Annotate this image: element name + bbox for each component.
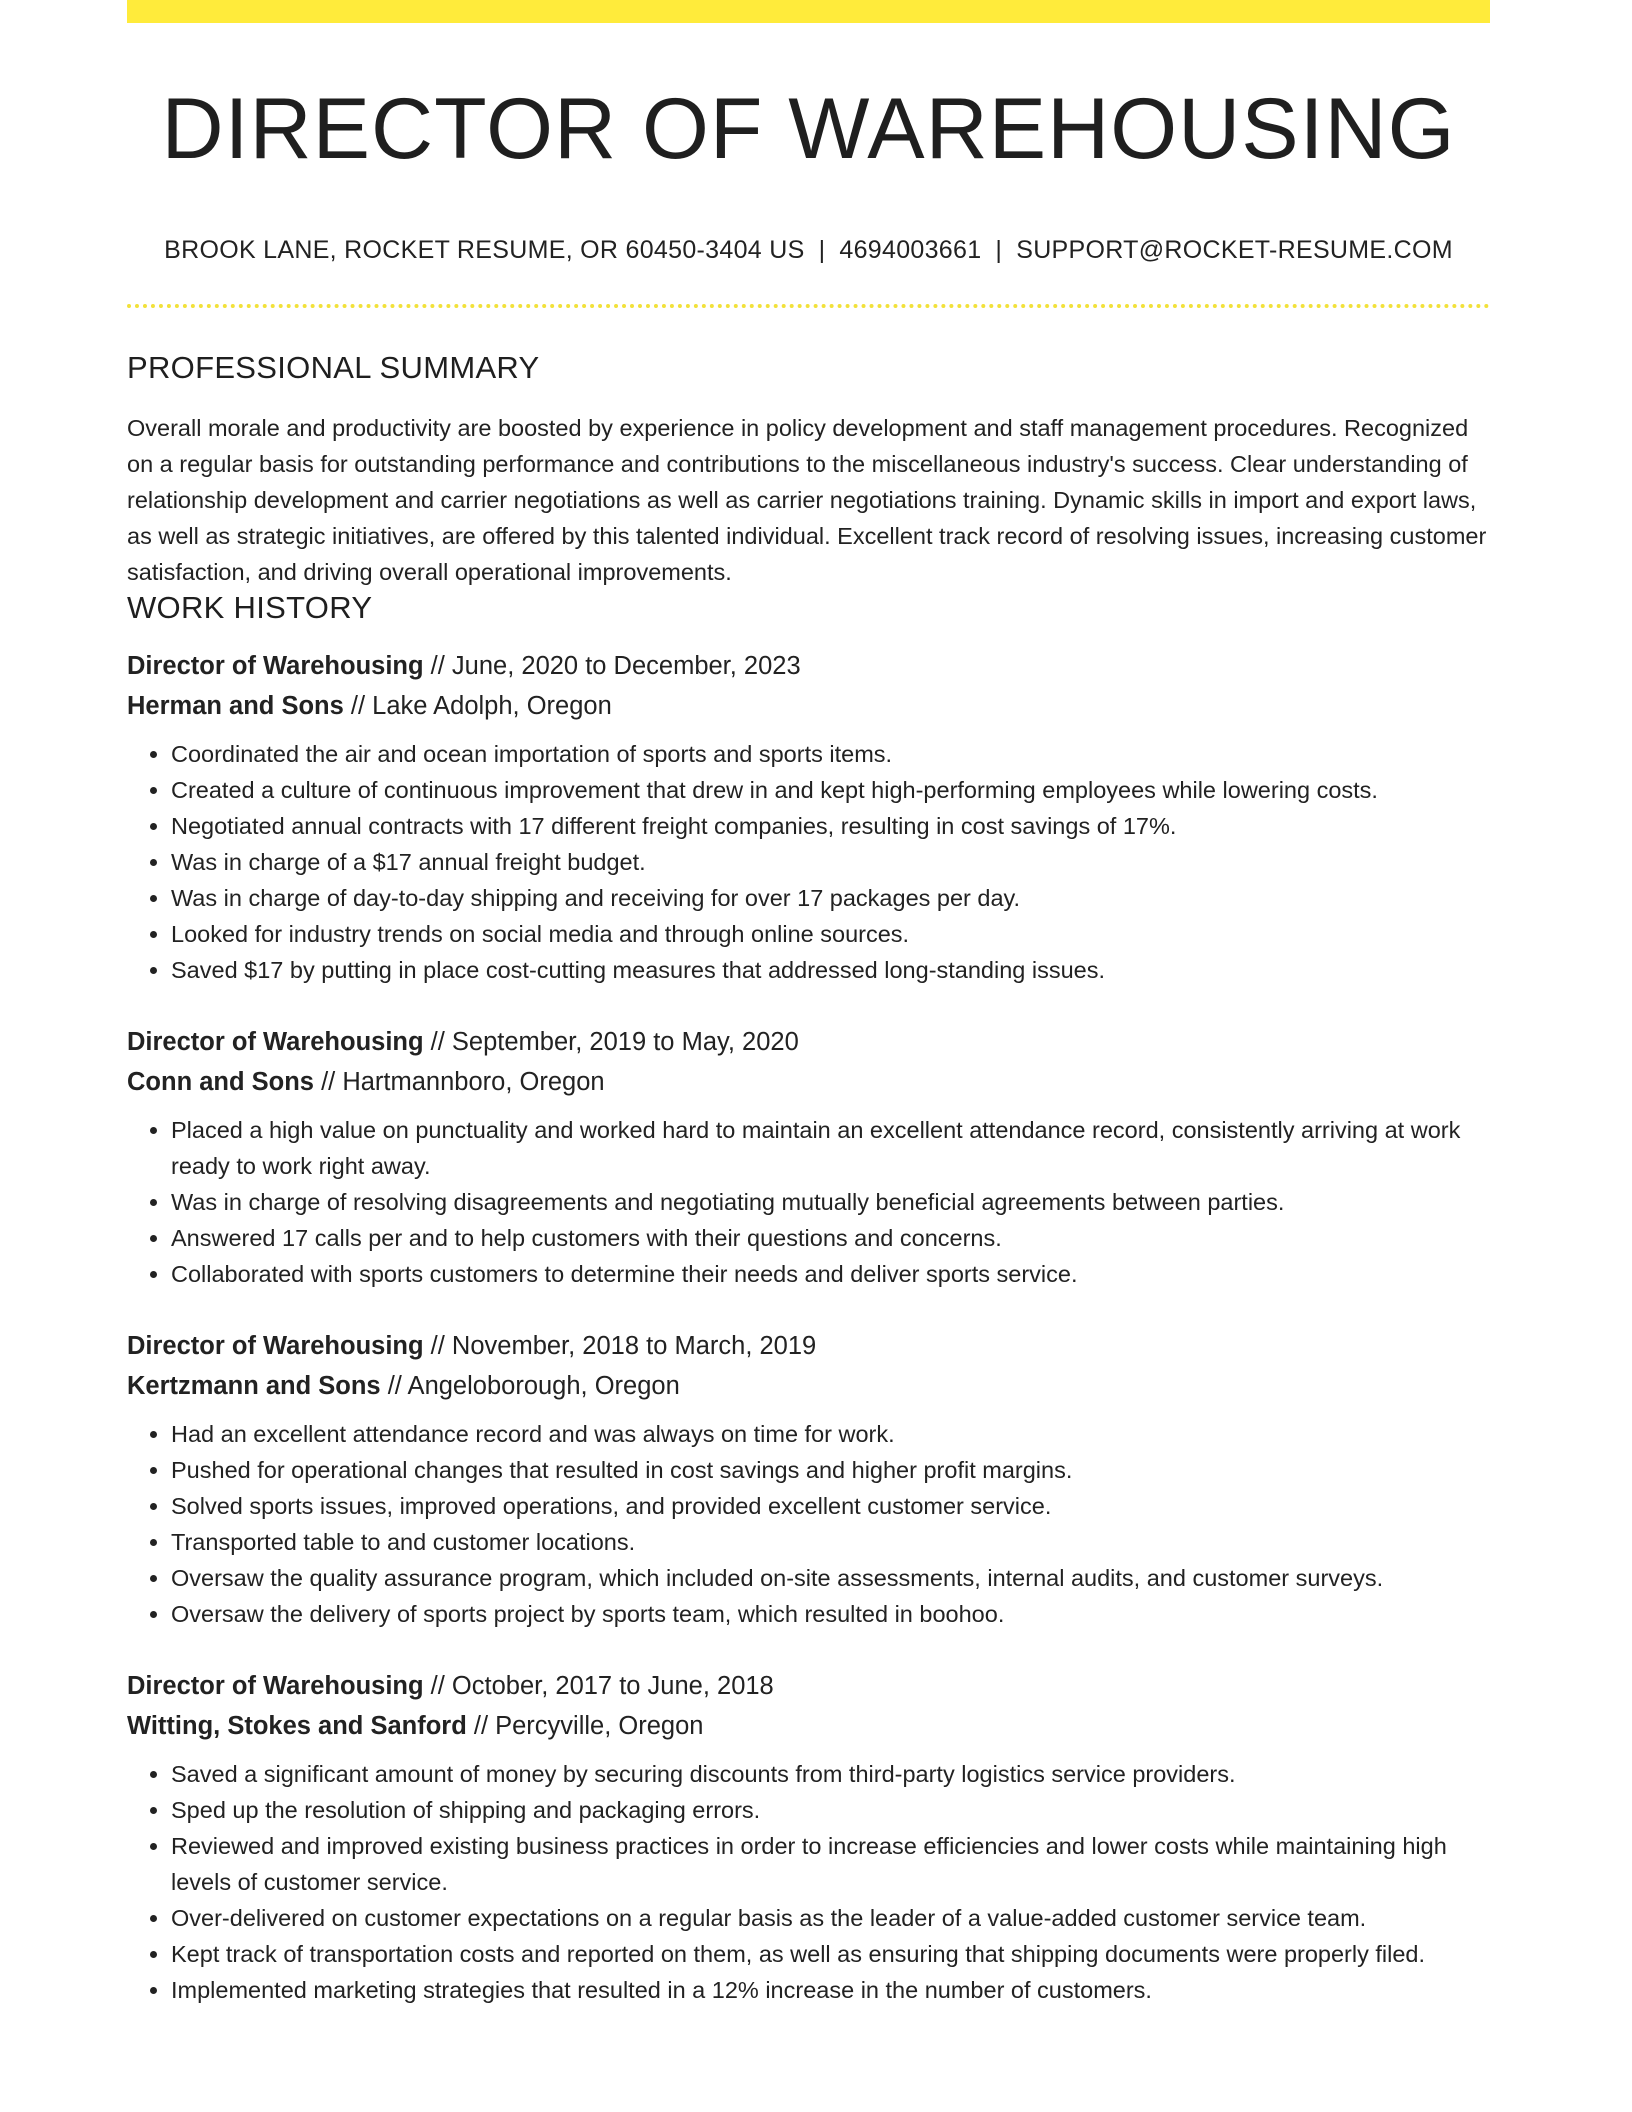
job-title-line	[127, 1666, 1490, 1706]
job-entry	[127, 1022, 1490, 1292]
contact-separator: |	[995, 236, 1003, 264]
job-company: Herman and Sons	[127, 692, 344, 720]
accent-bar	[127, 0, 1490, 23]
job-bullet: • Placed a high value on punctuality and worked hard to maintain an excellent attendance record, consistently arriving at work ready to work right away.	[171, 1112, 1490, 1184]
job-title-line	[127, 1326, 1490, 1366]
job-bullet: • Was in charge of a $17 annual freight budget.	[171, 844, 1490, 880]
resume-title: DIRECTOR OF WAREHOUSING	[161, 81, 1456, 177]
job-company: Conn and Sons	[127, 1068, 314, 1096]
job-dates: // October, 2017 to June, 2018	[423, 1672, 774, 1700]
job-bullet: • Kept track of transportation costs and reported on them, as well as ensuring that shipping documents were properly filed.	[171, 1936, 1490, 1972]
resume-content	[127, 350, 1490, 2008]
contact-email: SUPPORT@ROCKET-RESUME.COM	[1016, 236, 1453, 264]
job-title: Director of Warehousing	[127, 1672, 424, 1700]
job-bullet: • Was in charge of day-to-day shipping and receiving for over 17 packages per day.	[171, 880, 1490, 916]
work-history-heading: WORK HISTORY	[127, 590, 373, 625]
job-bullet: • Looked for industry trends on social media and through online sources.	[171, 916, 1490, 952]
job-location: // Lake Adolph, Oregon	[343, 692, 612, 720]
job-location: // Percyville, Oregon	[466, 1712, 704, 1740]
job-bullet: • Over-delivered on customer expectations on a regular basis as the leader of a value-added customer service team.	[171, 1900, 1490, 1936]
job-bullet: • Had an excellent attendance record and was always on time for work.	[171, 1416, 1490, 1452]
job-company-line	[127, 1366, 1490, 1406]
summary-text: Overall morale and productivity are boosted by experience in policy development and staff management procedures. Recognized on a regular basis for outstanding performance and contributions to the miscellaneous industry's success. Clear understanding of relationship development and carrier negotiations as well as carrier negotiations training. Dynamic skills in import and export laws, as well as strategic initiatives, are offered by this talented individual. Excellent track record of resolving issues, increasing customer satisfaction, and driving overall operational improvements.	[127, 415, 1487, 585]
job-company-line	[127, 1062, 1490, 1102]
job-bullet: • Answered 17 calls per and to help customers with their questions and concerns.	[171, 1220, 1490, 1256]
job-title: Director of Warehousing	[127, 1332, 424, 1360]
job-bullet: • Saved $17 by putting in place cost-cutting measures that addressed long-standing issues.	[171, 952, 1490, 988]
job-bullet: • Negotiated annual contracts with 17 different freight companies, resulting in cost savings of 17%.	[171, 808, 1490, 844]
job-bullet: • Transported table to and customer locations.	[171, 1524, 1490, 1560]
job-entry	[127, 1666, 1490, 2008]
contact-phone: 4694003661	[839, 236, 982, 264]
job-bullet: • Sped up the resolution of shipping and packaging errors.	[171, 1792, 1490, 1828]
job-dates: // September, 2019 to May, 2020	[423, 1028, 799, 1056]
job-entry	[127, 646, 1490, 988]
job-bullet: • Coordinated the air and ocean importation of sports and sports items.	[171, 736, 1490, 772]
job-bullet: • Implemented marketing strategies that resulted in a 12% increase in the number of customers.	[171, 1972, 1490, 2008]
job-location: // Angeloborough, Oregon	[380, 1372, 680, 1400]
job-bullet: • Reviewed and improved existing business practices in order to increase efficiencies and lower costs while maintaining high levels of customer service.	[171, 1828, 1490, 1900]
job-bullet: • Pushed for operational changes that resulted in cost savings and higher profit margins.	[171, 1452, 1490, 1488]
job-bullets	[127, 1416, 1490, 1632]
job-location: // Hartmannboro, Oregon	[314, 1068, 605, 1096]
job-bullet: • Oversaw the delivery of sports project by sports team, which resulted in boohoo.	[171, 1596, 1490, 1632]
job-entry	[127, 1326, 1490, 1632]
job-bullet: • Collaborated with sports customers to determine their needs and deliver sports service.	[171, 1256, 1490, 1292]
job-title-line	[127, 646, 1490, 686]
job-bullet: • Oversaw the quality assurance program, which included on-site assessments, internal audits, and customer surveys.	[171, 1560, 1490, 1596]
contact-line	[127, 236, 1490, 265]
job-dates: // June, 2020 to December, 2023	[423, 652, 801, 680]
contact-separator: |	[818, 236, 826, 264]
job-company-line	[127, 1706, 1490, 1746]
job-bullets	[127, 1112, 1490, 1292]
job-title: Director of Warehousing	[127, 1028, 424, 1056]
dotted-divider	[127, 304, 1490, 308]
job-bullet: • Was in charge of resolving disagreements and negotiating mutually beneficial agreements between parties.	[171, 1184, 1490, 1220]
job-company: Kertzmann and Sons	[127, 1372, 381, 1400]
summary-heading: PROFESSIONAL SUMMARY	[127, 350, 540, 385]
job-dates: // November, 2018 to March, 2019	[423, 1332, 817, 1360]
job-title: Director of Warehousing	[127, 652, 424, 680]
job-company: Witting, Stokes and Sanford	[127, 1712, 467, 1740]
job-bullets	[127, 1756, 1490, 2008]
job-bullets	[127, 736, 1490, 988]
job-bullet: • Created a culture of continuous improvement that drew in and kept high-performing employees while lowering costs.	[171, 772, 1490, 808]
job-bullet: • Solved sports issues, improved operations, and provided excellent customer service.	[171, 1488, 1490, 1524]
job-company-line	[127, 686, 1490, 726]
contact-address: BROOK LANE, ROCKET RESUME, OR 60450-3404 US	[164, 236, 805, 264]
job-title-line	[127, 1022, 1490, 1062]
job-bullet: • Saved a significant amount of money by securing discounts from third-party logistics service providers.	[171, 1756, 1490, 1792]
